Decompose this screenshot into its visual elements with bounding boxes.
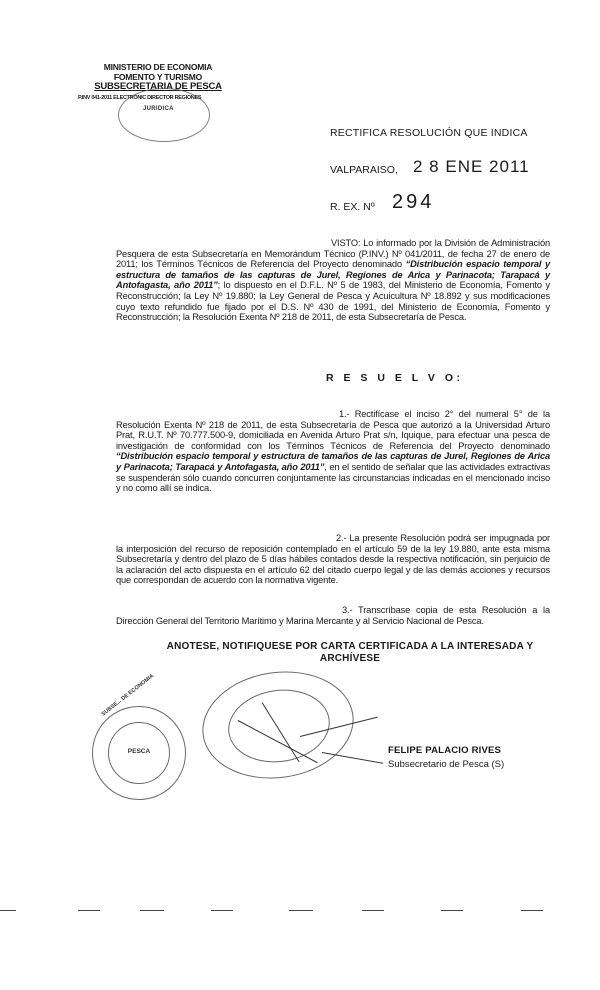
item-1-project: “Distribución espacio temporal y estructura de tamaños de las capturas de Jurel, Regiones de Arica y Parinacota; Tarapacá y Antofagasta, año 2011” xyxy=(116,451,550,472)
reference-code: P.INV 041-2011 ELECTRONIC DIRECTOR REGIONES xyxy=(78,95,202,101)
left-seal-inner-text: PESCA xyxy=(127,748,151,755)
footer-rule xyxy=(0,910,16,911)
juridica-stamp xyxy=(118,88,210,142)
visto-text-1: Lo informado por la División de Administración Pesquera de esta Subsecretaría en Memorándum Técnico (P.INV.) Nº 041/2011, de fecha 27 de enero de 2011; los Términos Técnicos de Referencia del Proyecto denominado xyxy=(116,238,550,270)
place-label: VALPARAISO, xyxy=(330,164,398,176)
item-1-paragraph xyxy=(116,409,550,494)
date-stamp: 2 8 ENE 2011 xyxy=(413,157,530,176)
resuelvo-heading: R E S U E L V O: xyxy=(326,372,464,384)
item-2-text: 2.- La presente Resolución podrá ser impugnada por la interposición del recurso de reposición contemplado en el artículo 59 de la ley 19.880, ante esta misma Subsecretaría y dentro del plazo de 5 días hábiles contados desde la respectiva notificación, sin perjuicio de la aclaración del acto dispuesta en el artículo 62 del citado cuerpo legal y de las demás acciones y recursos que correspondan de acuerdo con la normativa vigente. xyxy=(116,533,550,586)
document-title: RECTIFICA RESOLUCIÓN QUE INDICA xyxy=(330,127,528,139)
footer-rule xyxy=(211,910,233,911)
juridica-stamp-text: JURIDICA xyxy=(143,106,174,112)
item-1-text-1: 1.- Rectifícase el inciso 2° del numeral 5° de la Resolución Exenta Nº 218 de 2011, de esta Subsecretaría de Pesca que autorizó a la Universidad Arturo Prat, R.U.T. Nº 70.777.500-9, domiciliada en Avenida Arturo Prat s/n, Iquique, para efectuar una pesca de investigación de conformidad con los Términos Técnicos de Referencia del Proyecto denominado xyxy=(116,409,550,451)
visto-label: VISTO: xyxy=(331,238,361,248)
item-3-paragraph xyxy=(116,605,550,626)
visto-text-2: ; lo dispuesto en el D.F.L. Nº 5 de 1983, del Ministerio de Economía, Fomento y Reconstrucción; la Ley Nº 19.880; la Ley General de Pesca y Acuicultura Nº 18.892 y sus modificaciones cuyo texto refundido fue fijado por el D.S. Nº 430 de 1991, del Ministerio de Economía, Fomento y Reconstrucción; la Resolución Exenta Nº 218 de 2011, de esta Subsecretaría de Pesca. xyxy=(116,280,551,323)
ministry-line: MINISTERIO DE ECONOMIA xyxy=(103,62,213,72)
footer-rule xyxy=(289,910,313,911)
left-seal-rim-text: SUBSE... DE ECONOMIA xyxy=(100,673,156,718)
resolution-number: 294 xyxy=(392,191,435,213)
footer-rule xyxy=(441,910,463,911)
item-3-text: 3.- Transcríbase copia de esta Resolución a la Dirección General del Territorio Marítimo y Marina Mercante y al Servicio Nacional de Pesca. xyxy=(116,605,550,626)
item-1-text-2: , en el sentido de señalar que las actividades extractivas se suspenderán sólo cuando concurren conjuntamente las circunstancias indicadas en el mencionado inciso y no como allí se indica. xyxy=(116,461,550,494)
footer-rule xyxy=(521,910,543,911)
closing-statement: ANOTESE, NOTIFIQUESE POR CARTA CERTIFICADA A LA INTERESADA Y ARCHÍVESE xyxy=(166,641,534,664)
footer-rule xyxy=(362,910,384,911)
rex-label: R. EX. Nº xyxy=(330,201,375,213)
footer-rule xyxy=(140,910,164,911)
ministry-subline: FOMENTO Y TURISMO xyxy=(113,72,203,82)
subsecretaria-line: SUBSECRETARIA DE PESCA xyxy=(94,81,222,92)
signer-name: FELIPE PALACIO RIVES xyxy=(388,745,502,756)
visto-project: “Distribución espacio temporal y estructura de tamaños de las capturas de Jurel, Regiones de Arica y Parinacota; Tarapacá y Antofagasta, año 2011” xyxy=(116,259,550,291)
item-2-paragraph xyxy=(116,533,550,586)
signer-title: Subsecretario de Pesca (S) xyxy=(388,759,505,770)
visto-paragraph xyxy=(116,238,550,323)
left-seal-text xyxy=(114,748,164,756)
footer-rule xyxy=(78,910,100,911)
